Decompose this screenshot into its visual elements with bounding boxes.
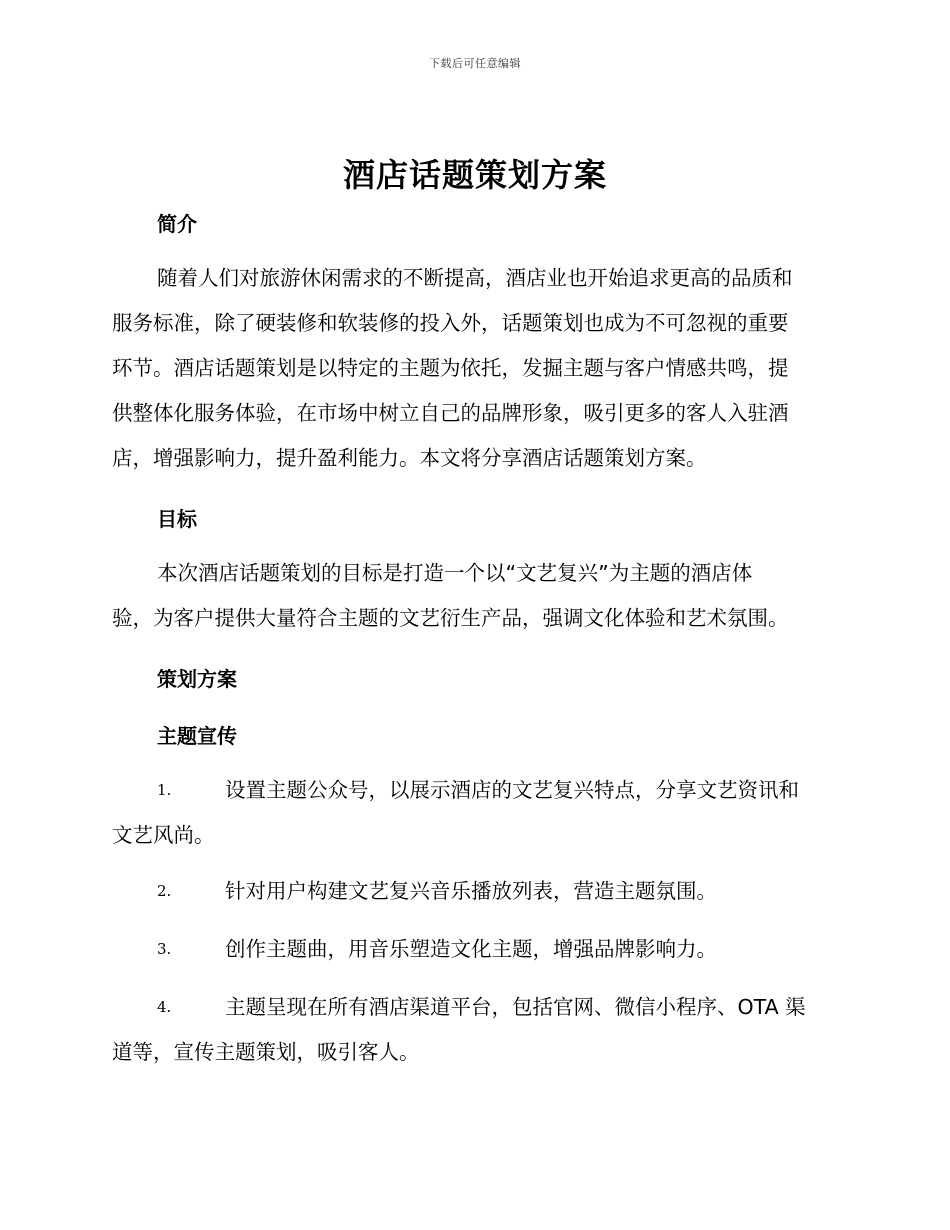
paragraph-line: 店，增强影响力，提升盈利能力。本文将分享酒店话题策划方案。 bbox=[112, 446, 707, 470]
paragraph-goal bbox=[112, 551, 832, 641]
header-note: 下载后可任意编辑 bbox=[429, 57, 521, 70]
list-number: 3. bbox=[157, 940, 172, 958]
list-text: 创作主题曲，用音乐塑造文化主题，增强品牌影响力。 bbox=[225, 937, 717, 961]
paragraph-line: 随着人们对旅游休闲需求的不断提高，酒店业也开始追求更高的品质和 bbox=[157, 266, 793, 290]
paragraph-line: 本次酒店话题策划的目标是打造一个以“文艺复兴”为主题的酒店体 bbox=[157, 561, 753, 585]
heading-goal: 目标 bbox=[157, 507, 197, 531]
paragraph-line: 验，为客户提供大量符合主题的文艺衍生产品，强调文化体验和艺术氛围。 bbox=[112, 606, 789, 630]
document-title: 酒店话题策划方案 bbox=[342, 156, 607, 194]
list-item bbox=[112, 985, 838, 1075]
heading-plan: 策划方案 bbox=[157, 667, 237, 691]
heading-intro: 简介 bbox=[157, 212, 197, 236]
paragraph-line: 供整体化服务体验，在市场中树立自己的品牌形象，吸引更多的客人入驻酒 bbox=[112, 401, 789, 425]
list-item bbox=[112, 768, 838, 858]
paragraph-intro bbox=[112, 256, 832, 481]
list-number: 2. bbox=[157, 882, 172, 900]
list-item bbox=[112, 927, 838, 972]
list-text: 主题呈现在所有酒店渠道平台，包括官网、微信小程序、OTA 渠 bbox=[225, 995, 806, 1019]
list-number: 1. bbox=[157, 781, 172, 799]
list-text: 道等，宣传主题策划，吸引客人。 bbox=[112, 1040, 420, 1064]
list-text: 设置主题公众号，以展示酒店的文艺复兴特点，分享文艺资讯和 bbox=[225, 778, 799, 802]
list-item bbox=[112, 869, 838, 914]
heading-promotion: 主题宣传 bbox=[157, 724, 237, 748]
list-text: 文艺风尚。 bbox=[112, 823, 215, 847]
paragraph-line: 环节。酒店话题策划是以特定的主题为依托，发掘主题与客户情感共鸣，提 bbox=[112, 356, 789, 380]
paragraph-line: 服务标准，除了硬装修和软装修的投入外，话题策划也成为不可忽视的重要 bbox=[112, 311, 789, 335]
list-text: 针对用户构建文艺复兴音乐播放列表，营造主题氛围。 bbox=[225, 879, 717, 903]
list-number: 4. bbox=[157, 998, 172, 1016]
